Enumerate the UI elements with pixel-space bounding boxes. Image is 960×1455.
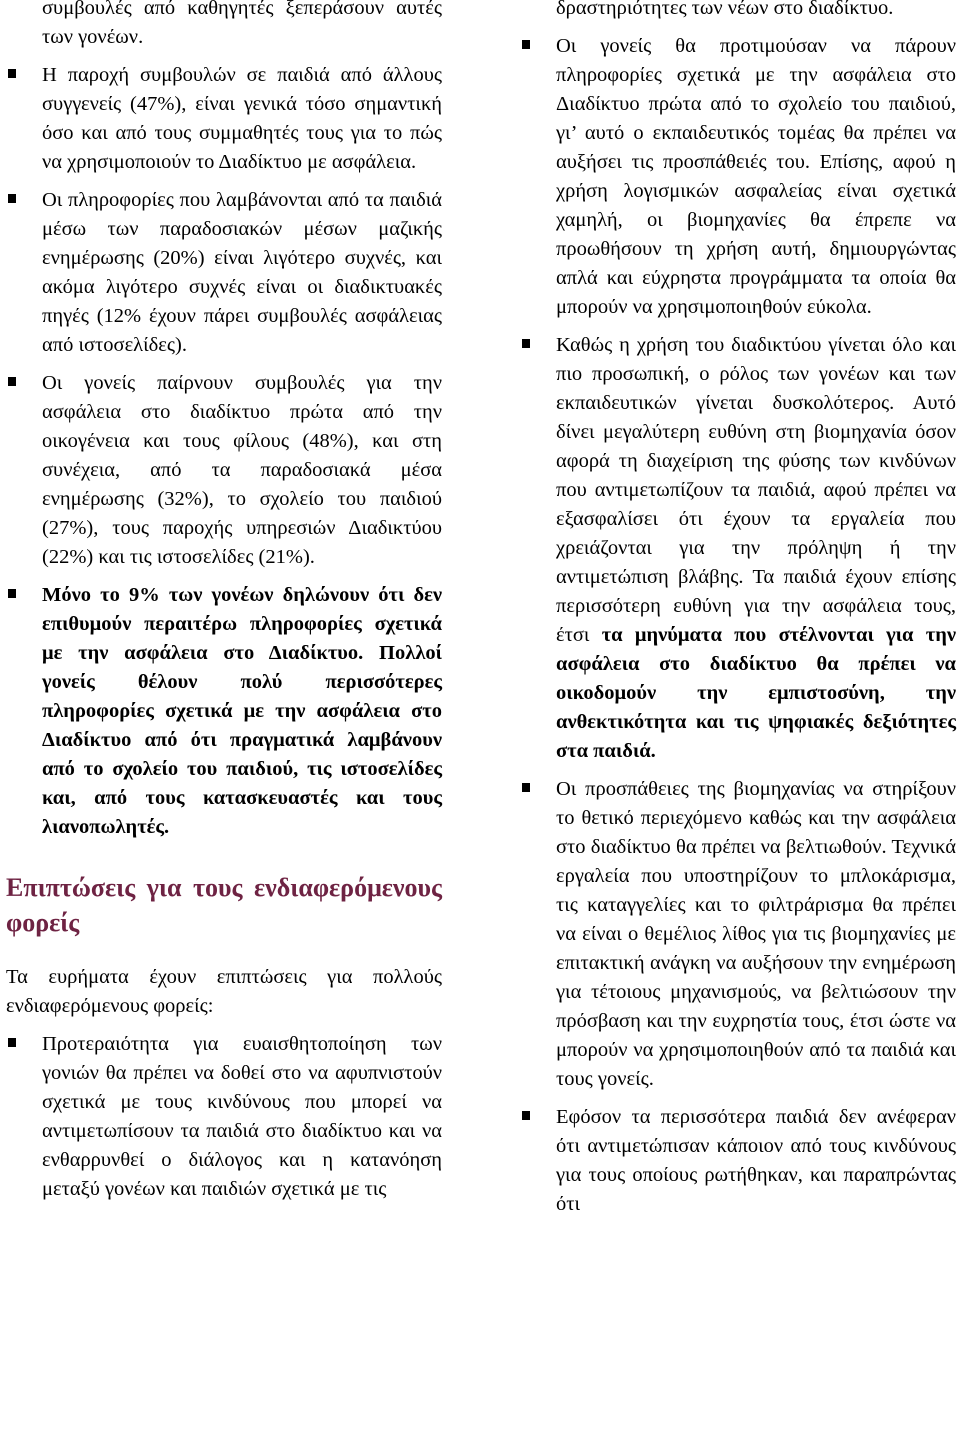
right-column (520, 0, 956, 1219)
bullet-item (6, 369, 442, 572)
bullet-item (6, 61, 442, 177)
square-bullet-icon (8, 1038, 16, 1047)
bullet-text: Η παροχή συμβουλών σε παιδιά από άλλους συγγενείς (47%), είναι γενικά τόσο σημαντική όσο και από τους συμμαθητές τους για το πώς να χρησιμοποιούν το Διαδίκτυο με ασφάλεια. (42, 64, 442, 173)
square-bullet-icon (522, 1111, 530, 1120)
bullet-item (520, 775, 956, 1094)
bullet-text: Προτεραιότητα για ευαισθητοποίηση των γονιών θα πρέπει να δοθεί στο να αφυπνιστούν σχετικά με τους κινδύνους που μπορεί να αντιμετωπίσουν τα παιδιά στο διαδίκτυο και να ενθαρρυνθεί ο διάλογος και η κατανόηση μεταξύ γονέων και παιδιών σχετικά με τις (42, 1033, 442, 1200)
square-bullet-icon (8, 589, 16, 598)
bullet-item (6, 1030, 442, 1204)
bullet-text: Οι γονείς θα προτιμούσαν να πάρουν πληροφορίες σχετικά με την ασφάλεια στο Διαδίκτυο πρώτα από το σχολείο του παιδιού, γι’ αυτό ο εκπαιδευτικός τομέας θα πρέπει να αυξήσει τις προσπάθειές του. Επίσης, αφού η χρήση λογισμικών ασφαλείας είναι σχετικά χαμηλή, οι βιομηχανίες θα έπρεπε να προωθήσουν τη χρήση αυτή, δημιουργώντας απλά και εύχρηστα προγράμματα τα οποία θα μπορούν να χρησιμοποιηθούν εύκολα. (556, 35, 956, 318)
bullet-bold-text: τα μηνύματα που στέλνονται για την ασφάλεια στο διαδίκτυο θα πρέπει να οικοδομούν την εμπιστοσύνη, την ανθεκτικότητα και τις ψηφιακές δεξιότητες στα παιδιά. (556, 624, 957, 762)
square-bullet-icon (8, 194, 16, 203)
continued-text: συμβουλές από καθηγητές ξεπεράσουν αυτές των γονέων. (42, 0, 442, 48)
bullet-item (6, 581, 442, 842)
square-bullet-icon (8, 377, 16, 386)
square-bullet-icon (522, 339, 530, 348)
bullet-text: Καθώς η χρήση του διαδικτύου γίνεται όλο και πιο προσωπική, ο ρόλος των γονέων και των εκπαιδευτικών γίνεται δυσκολότερος. Αυτό δίνει μεγαλύτερη ευθύνη στη βιομηχανία όσον αφορά τη διαχείριση της φύσης των κινδύνων που αντιμετωπίζουν τα παιδιά, αφού πρέπει να εξασφαλίσει ότι έχουν τα εργαλεία που χρειάζονται για την πρόληψη ή την αντιμετώπιση βλάβης. Τα παιδιά έχουν επίσης περισσότερη ευθύνη για την ασφάλεια τους, έτσι (556, 334, 956, 646)
bullet-text: Οι πληροφορίες που λαμβάνονται από τα παιδιά μέσω των παραδοσιακών μέσων μαζικής ενημέρωσης (20%) είναι λιγότερο συχνές, και ακόμα λιγότερο συχνές είναι οι διαδικτυακές πηγές (12% έχουν πάρει συμβουλές ασφάλειας από ιστοσελίδες). (42, 189, 442, 356)
bullet-item (520, 331, 956, 766)
bullet-text: Οι γονείς παίρνουν συμβουλές για την ασφάλεια στο διαδίκτυο πρώτα από την οικογένεια και τους φίλους (48%), και στη συνέχεια, από τα παραδοσιακά μέσα ενημέρωσης (32%), το σχολείο του παιδιού (27%), τους παροχής υπηρεσιών Διαδικτύου (22%) και τις ιστοσελίδες (21%). (42, 372, 442, 568)
bullet-item (6, 186, 442, 360)
bullet-item (520, 32, 956, 322)
section-heading: Επιπτώσεις για τους ενδιαφερόμενους φορείς (6, 873, 442, 937)
square-bullet-icon (522, 783, 530, 792)
bullet-item (520, 1103, 956, 1219)
bullet-text: Μόνο το 9% των γονέων δηλώνουν ότι δεν επιθυμούν περαιτέρω πληροφορίες σχετικά με την ασφάλεια στο Διαδίκτυο. Πολλοί γονείς θέλουν πολύ περισσότερες πληροφορίες σχετικά με την ασφάλεια στο Διαδίκτυο από ότι πραγματικά λαμβάνουν από το σχολείο του παιδιού, τις ιστοσελίδες και, από τους κατασκευαστές και τους λιανοπωλητές. (42, 584, 442, 838)
square-bullet-icon (8, 69, 16, 78)
bullet-text: Οι προσπάθειες της βιομηχανίας να στηρίξουν το θετικό περιεχόμενο καθώς και την ασφάλεια στο διαδίκτυο θα πρέπει να βελτιωθούν. Τεχνικά εργαλεία που υποστηρίζουν το μπλοκάρισμα, τις καταγγελίες και το φιλτράρισμα θα πρέπει να είναι ο θεμέλιος λίθος για τις βιομηχανίες με επιτακτική ανάγκη να αυξήσουν την ενημέρωση για τέτοιους μηχανισμούς, να βελτιώσουν την πρόσβαση και την ευχρηστία τους, έτσι ώστε να μπορούν να χρησιμοποιηθούν από τα παιδιά και τους γονείς. (556, 778, 956, 1090)
bullet-text: Εφόσον τα περισσότερα παιδιά δεν ανέφεραν ότι αντιμετώπισαν κάποιον από τους κινδύνους για τους οποίους ρωτήθηκαν, και παραπρώντας ότι (556, 1106, 956, 1215)
paragraph: Τα ευρήματα έχουν επιπτώσεις για πολλούς ενδιαφερόμενους φορείς: (6, 966, 442, 1017)
square-bullet-icon (522, 40, 530, 49)
continued-text: δραστηριότητες των νέων στο διαδίκτυο. (556, 0, 894, 19)
left-column (6, 0, 442, 1204)
